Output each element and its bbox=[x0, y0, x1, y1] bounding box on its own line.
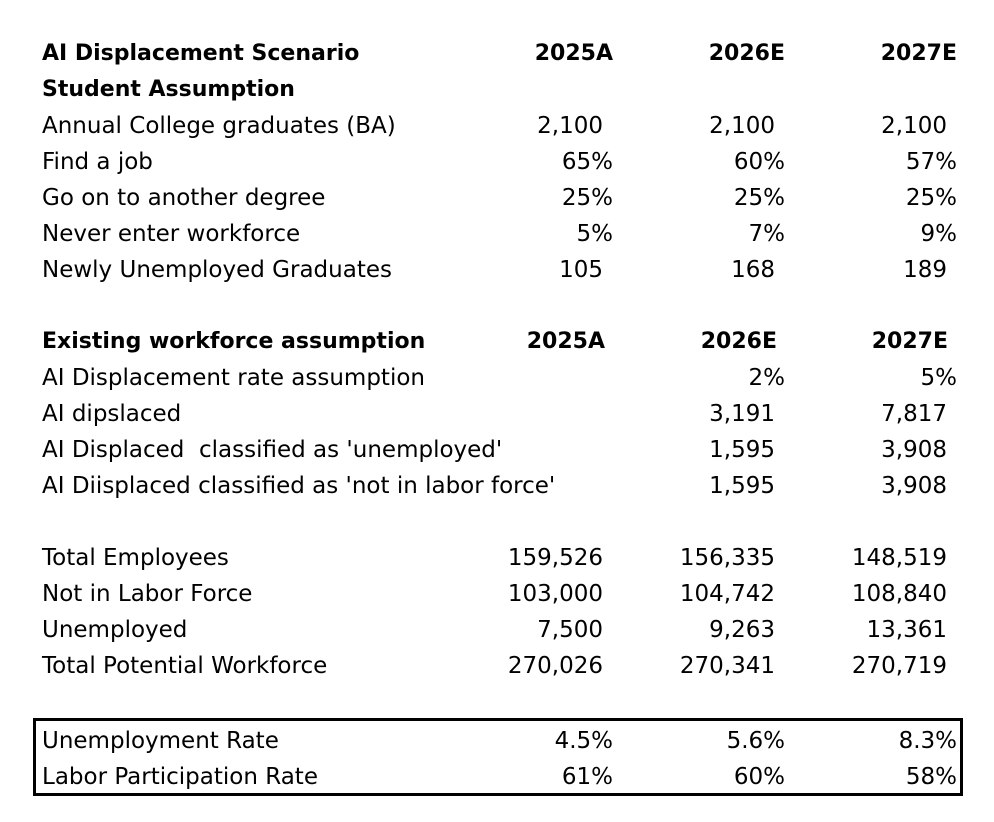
value-2025a: 105 bbox=[559, 257, 603, 283]
table-row bbox=[0, 576, 994, 612]
table-row bbox=[0, 108, 994, 144]
table-row bbox=[0, 396, 994, 432]
row-label: Unemployment Rate bbox=[42, 728, 279, 754]
value-2027e: 148,519 bbox=[851, 545, 947, 571]
value-2025a: 4.5% bbox=[554, 728, 613, 754]
value-2027e: 2,100 bbox=[881, 113, 947, 139]
value-2027e: 5% bbox=[920, 365, 957, 391]
row-label: Total Potential Workforce bbox=[42, 653, 328, 679]
value-2025a: 65% bbox=[561, 149, 613, 175]
row-label: AI Diisplaced classified as 'not in labor force' bbox=[42, 473, 556, 499]
table-row bbox=[0, 723, 994, 759]
year-2027e-header: 2027E bbox=[880, 41, 957, 66]
row-label: Go on to another degree bbox=[42, 185, 326, 211]
row-label: Total Employees bbox=[42, 545, 229, 571]
value-2027e: 3,908 bbox=[881, 473, 947, 499]
table-row bbox=[0, 759, 994, 795]
value-2026e: 1,595 bbox=[709, 437, 775, 463]
row-label: Annual College graduates (BA) bbox=[42, 113, 396, 139]
value-2026e: 5.6% bbox=[726, 728, 785, 754]
value-2026e: 104,742 bbox=[679, 581, 775, 607]
value-2027e: 58% bbox=[905, 764, 957, 790]
row-label: Never enter workforce bbox=[42, 221, 301, 247]
student-subtitle-row bbox=[0, 72, 994, 108]
value-2027e: 108,840 bbox=[851, 581, 947, 607]
value-2026e: 60% bbox=[733, 149, 785, 175]
workforce-assumption-heading: Existing workforce assumption bbox=[42, 329, 426, 354]
row-label: Labor Participation Rate bbox=[42, 764, 318, 790]
value-2027e: 57% bbox=[905, 149, 957, 175]
workforce-header-row bbox=[0, 324, 994, 360]
value-2025a: 5% bbox=[576, 221, 613, 247]
value-2026e: 7% bbox=[748, 221, 785, 247]
table-row bbox=[0, 540, 994, 576]
value-2026e: 1,595 bbox=[709, 473, 775, 499]
value-2026e: 3,191 bbox=[709, 401, 775, 427]
table-row bbox=[0, 432, 994, 468]
value-2025a: 2,100 bbox=[537, 113, 603, 139]
value-2027e: 13,361 bbox=[866, 617, 947, 643]
year-2027e-header: 2027E bbox=[871, 329, 948, 354]
value-2027e: 270,719 bbox=[851, 653, 947, 679]
table-row bbox=[0, 144, 994, 180]
value-2026e: 2,100 bbox=[709, 113, 775, 139]
table-row bbox=[0, 648, 994, 684]
value-2027e: 9% bbox=[920, 221, 957, 247]
value-2026e: 2% bbox=[748, 365, 785, 391]
value-2025a: 159,526 bbox=[507, 545, 603, 571]
year-2026e-header: 2026E bbox=[700, 329, 777, 354]
value-2027e: 25% bbox=[905, 185, 957, 211]
table-row bbox=[0, 360, 994, 396]
value-2026e: 156,335 bbox=[679, 545, 775, 571]
value-2027e: 189 bbox=[903, 257, 947, 283]
value-2026e: 25% bbox=[733, 185, 785, 211]
value-2027e: 3,908 bbox=[881, 437, 947, 463]
table-row bbox=[0, 216, 994, 252]
student-assumption-heading: Student Assumption bbox=[42, 77, 295, 102]
row-label: AI Displacement rate assumption bbox=[42, 365, 425, 391]
table-row bbox=[0, 468, 994, 504]
row-label: AI Displaced classified as 'unemployed' bbox=[42, 437, 503, 463]
row-label: Not in Labor Force bbox=[42, 581, 253, 607]
value-2025a: 270,026 bbox=[507, 653, 603, 679]
scenario-title: AI Displacement Scenario bbox=[42, 41, 360, 66]
table-row bbox=[0, 180, 994, 216]
value-2026e: 60% bbox=[733, 764, 785, 790]
table-row bbox=[0, 252, 994, 288]
value-2026e: 168 bbox=[731, 257, 775, 283]
value-2027e: 8.3% bbox=[898, 728, 957, 754]
table-row bbox=[0, 612, 994, 648]
row-label: Unemployed bbox=[42, 617, 188, 643]
year-2025a-header: 2025A bbox=[534, 41, 613, 66]
value-2025a: 103,000 bbox=[507, 581, 603, 607]
student-header-row bbox=[0, 36, 994, 72]
value-2027e: 7,817 bbox=[881, 401, 947, 427]
value-2026e: 270,341 bbox=[679, 653, 775, 679]
year-2025a-header: 2025A bbox=[526, 329, 605, 354]
value-2025a: 61% bbox=[561, 764, 613, 790]
row-label: Find a job bbox=[42, 149, 153, 175]
year-2026e-header: 2026E bbox=[708, 41, 785, 66]
row-label: AI dipslaced bbox=[42, 401, 182, 427]
value-2025a: 7,500 bbox=[537, 617, 603, 643]
value-2025a: 25% bbox=[561, 185, 613, 211]
row-label: Newly Unemployed Graduates bbox=[42, 257, 392, 283]
value-2026e: 9,263 bbox=[709, 617, 775, 643]
